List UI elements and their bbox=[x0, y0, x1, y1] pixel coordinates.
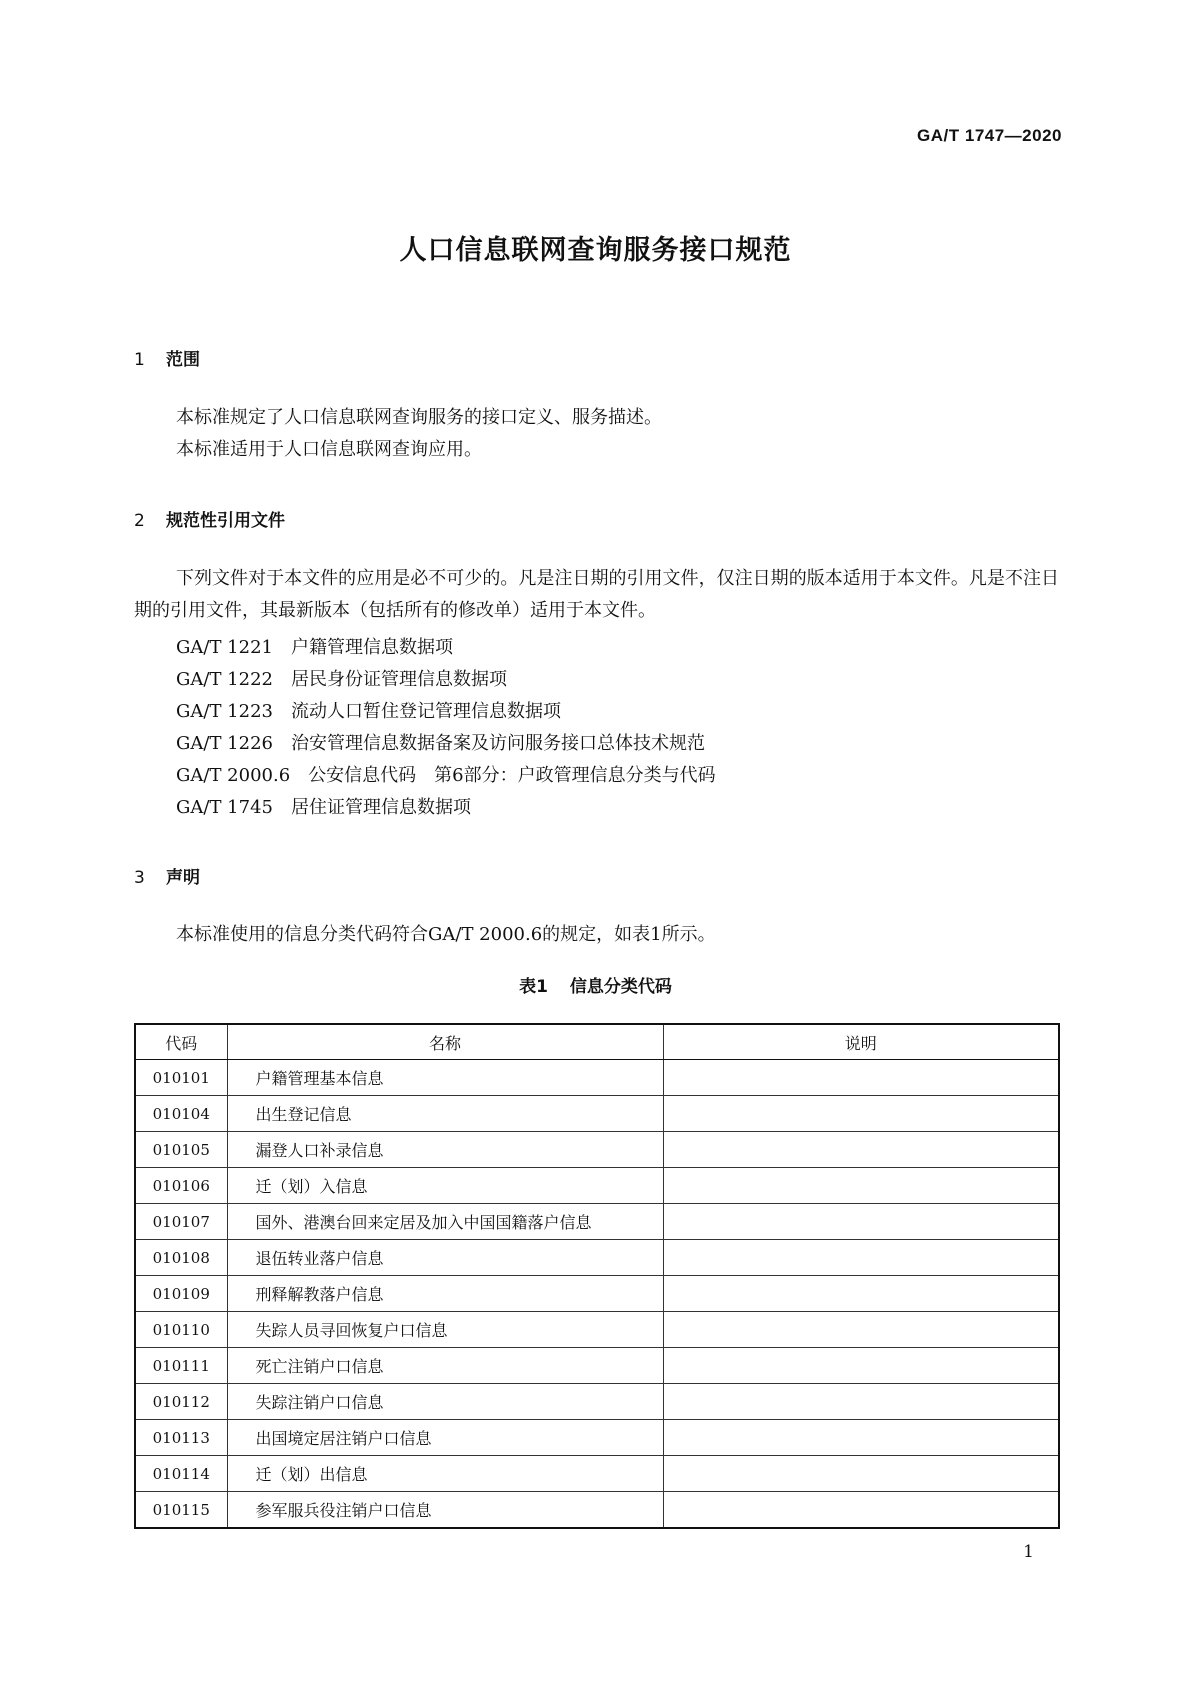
table-row bbox=[135, 1384, 1059, 1420]
classification-code-table bbox=[134, 1023, 1060, 1529]
table-row bbox=[135, 1240, 1059, 1276]
table-row bbox=[135, 1348, 1059, 1384]
name-cell: 出生登记信息 bbox=[227, 1096, 663, 1132]
section-3-paragraph-1: 本标准使用的信息分类代码符合GA/T 2000.6的规定，如表1所示。 bbox=[176, 924, 716, 945]
code-cell: 010101 bbox=[135, 1060, 227, 1096]
reference-code: GA/T 1223 bbox=[176, 701, 273, 722]
code-cell: 010109 bbox=[135, 1276, 227, 1312]
section-1-heading bbox=[134, 345, 200, 370]
section-number: 2 bbox=[134, 511, 145, 531]
name-cell: 户籍管理基本信息 bbox=[227, 1060, 663, 1096]
section-3-heading bbox=[134, 863, 200, 888]
reference-item bbox=[176, 665, 507, 691]
document-title: 人口信息联网查询服务接口规范 bbox=[399, 235, 792, 266]
reference-title: 流动人口暂住登记管理信息数据项 bbox=[290, 701, 561, 722]
code-cell: 010115 bbox=[135, 1492, 227, 1529]
reference-title: 居民身份证管理信息数据项 bbox=[290, 669, 507, 690]
table-row bbox=[135, 1312, 1059, 1348]
reference-code: GA/T 2000.6 bbox=[176, 765, 291, 786]
note-cell bbox=[663, 1276, 1059, 1312]
note-cell bbox=[663, 1132, 1059, 1168]
code-cell: 010114 bbox=[135, 1456, 227, 1492]
reference-item bbox=[176, 729, 705, 755]
table-row bbox=[135, 1096, 1059, 1132]
name-cell: 迁（划）出信息 bbox=[227, 1456, 663, 1492]
code-cell: 010107 bbox=[135, 1204, 227, 1240]
code-cell: 010108 bbox=[135, 1240, 227, 1276]
reference-code: GA/T 1222 bbox=[176, 669, 273, 690]
section-title: 范围 bbox=[166, 350, 200, 370]
note-cell bbox=[663, 1348, 1059, 1384]
section-number: 3 bbox=[134, 868, 145, 888]
standard-number: GA/T 1747—2020 bbox=[917, 126, 1062, 145]
table-caption-label: 表1 bbox=[519, 977, 548, 997]
section-title: 规范性引用文件 bbox=[166, 511, 285, 531]
note-cell bbox=[663, 1492, 1059, 1529]
code-cell: 010111 bbox=[135, 1348, 227, 1384]
section-2-heading bbox=[134, 506, 285, 531]
name-cell: 国外、港澳台回来定居及加入中国国籍落户信息 bbox=[227, 1204, 663, 1240]
reference-code: GA/T 1745 bbox=[176, 797, 273, 818]
code-cell: 010110 bbox=[135, 1312, 227, 1348]
note-cell bbox=[663, 1060, 1059, 1096]
reference-item bbox=[176, 633, 453, 659]
table-caption bbox=[0, 972, 1191, 997]
section-number: 1 bbox=[134, 350, 145, 370]
table-row bbox=[135, 1060, 1059, 1096]
reference-item bbox=[176, 761, 716, 787]
name-cell: 死亡注销户口信息 bbox=[227, 1348, 663, 1384]
code-cell: 010113 bbox=[135, 1420, 227, 1456]
table-row bbox=[135, 1456, 1059, 1492]
table-row bbox=[135, 1276, 1059, 1312]
table-header-row bbox=[135, 1024, 1059, 1060]
code-cell: 010105 bbox=[135, 1132, 227, 1168]
name-cell: 迁（划）入信息 bbox=[227, 1168, 663, 1204]
note-cell bbox=[663, 1204, 1059, 1240]
name-cell: 刑释解教落户信息 bbox=[227, 1276, 663, 1312]
note-cell bbox=[663, 1168, 1059, 1204]
section-2-paragraph-1: 下列文件对于本文件的应用是必不可少的。凡是注日期的引用文件，仅注日期的版本适用于本文件。凡是不注日期的引用文件，其最新版本（包括所有的修改单）适用于本文件。 bbox=[134, 568, 1059, 621]
code-cell: 010106 bbox=[135, 1168, 227, 1204]
column-header-name: 名称 bbox=[227, 1024, 663, 1060]
reference-code: GA/T 1226 bbox=[176, 733, 273, 754]
reference-item bbox=[176, 793, 471, 819]
column-header-code: 代码 bbox=[135, 1024, 227, 1060]
table-row bbox=[135, 1132, 1059, 1168]
reference-title: 治安管理信息数据备案及访问服务接口总体技术规范 bbox=[290, 733, 705, 754]
name-cell: 退伍转业落户信息 bbox=[227, 1240, 663, 1276]
section-title: 声明 bbox=[166, 868, 200, 888]
column-header-note: 说明 bbox=[663, 1024, 1059, 1060]
reference-title: 居住证管理信息数据项 bbox=[290, 797, 471, 818]
table-row bbox=[135, 1168, 1059, 1204]
name-cell: 参军服兵役注销户口信息 bbox=[227, 1492, 663, 1529]
note-cell bbox=[663, 1312, 1059, 1348]
note-cell bbox=[663, 1384, 1059, 1420]
note-cell bbox=[663, 1420, 1059, 1456]
note-cell bbox=[663, 1456, 1059, 1492]
note-cell bbox=[663, 1240, 1059, 1276]
code-cell: 010104 bbox=[135, 1096, 227, 1132]
table-row bbox=[135, 1492, 1059, 1529]
reference-title: 户籍管理信息数据项 bbox=[290, 637, 453, 658]
name-cell: 出国境定居注销户口信息 bbox=[227, 1420, 663, 1456]
code-cell: 010112 bbox=[135, 1384, 227, 1420]
reference-code: GA/T 1221 bbox=[176, 637, 273, 658]
note-cell bbox=[663, 1096, 1059, 1132]
page-number: 1 bbox=[1023, 1542, 1034, 1562]
section-1-paragraph-2: 本标准适用于人口信息联网查询应用。 bbox=[176, 439, 482, 460]
table-row bbox=[135, 1204, 1059, 1240]
table-row bbox=[135, 1420, 1059, 1456]
name-cell: 漏登人口补录信息 bbox=[227, 1132, 663, 1168]
table-caption-title: 信息分类代码 bbox=[569, 977, 672, 997]
section-1-paragraph-1: 本标准规定了人口信息联网查询服务的接口定义、服务描述。 bbox=[176, 407, 662, 428]
reference-title: 公安信息代码 第6部分：户政管理信息分类与代码 bbox=[308, 765, 716, 786]
name-cell: 失踪注销户口信息 bbox=[227, 1384, 663, 1420]
reference-item bbox=[176, 697, 561, 723]
name-cell: 失踪人员寻回恢复户口信息 bbox=[227, 1312, 663, 1348]
